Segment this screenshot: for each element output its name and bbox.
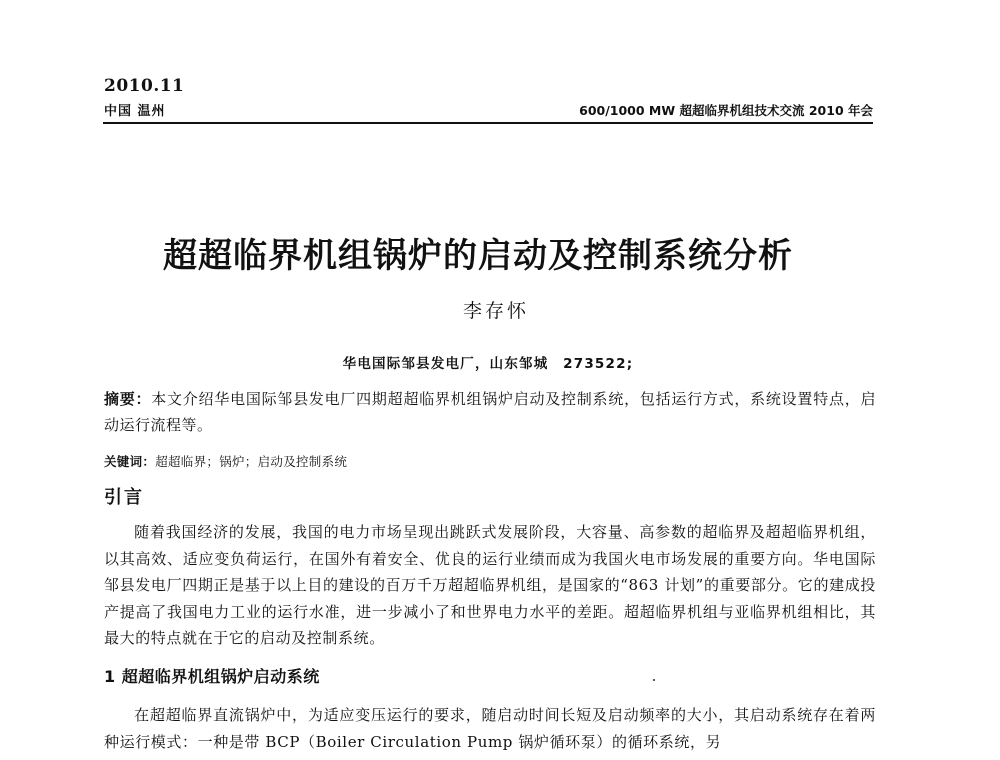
keywords	[104, 452, 347, 470]
paper-title: 超超临界机组锅炉的启动及控制系统分析	[163, 236, 793, 276]
paragraph-text: 在超超临界直流锅炉中，为适应变压运行的要求，随启动时间长短及启动频率的大小，其启动系统存在着两种运行模式：一种是带 BCP（Boiler Circulation Pump 锅炉循环泵）的循环系统，另	[104, 706, 876, 751]
header-conference: 600/1000 MW 超超临界机组技术交流 2010 年会	[579, 103, 873, 118]
paper-affiliation: 华电国际邹县发电厂，山东邹城 273522;	[342, 356, 634, 372]
header-date: 2010.11	[104, 76, 185, 96]
section-paragraph-startup-system	[104, 702, 876, 755]
section-heading-startup-system: 1 超超临界机组锅炉启动系统	[104, 667, 320, 686]
keywords-text: 超超临界；锅炉；启动及控制系统	[155, 454, 348, 469]
abstract	[104, 386, 876, 438]
keywords-label: 关键词：	[104, 454, 156, 469]
abstract-text: 本文介绍华电国际邹县发电厂四期超超临界机组锅炉启动及控制系统，包括运行方式，系统设置特点，启动运行流程等。	[104, 390, 876, 434]
section-paragraph-introduction	[104, 519, 876, 652]
header-location: 中国 温州	[104, 104, 166, 119]
header-divider	[103, 122, 873, 124]
scan-speck	[653, 679, 655, 681]
section-heading-introduction: 引言	[104, 487, 144, 508]
abstract-label: 摘要：	[104, 390, 152, 408]
paragraph-text: 随着我国经济的发展，我国的电力市场呈现出跳跃式发展阶段，大容量、高参数的超临界及超超临界机组，以其高效、适应变负荷运行，在国外有着安全、优良的运行业绩而成为我国火电市场发展的重要方向。华电国际邹县发电厂四期正是基于以上目的建设的百万千万超超临界机组，是国家的“863 计划”的重要部分。它的建成投产提高了我国电力工业的运行水准，进一步减小了和世界电力水平的差距。超超临界机组与亚临界机组相比，其最大的特点就在于它的启动及控制系统。	[104, 523, 876, 647]
paper-author: 李存怀	[462, 300, 529, 322]
